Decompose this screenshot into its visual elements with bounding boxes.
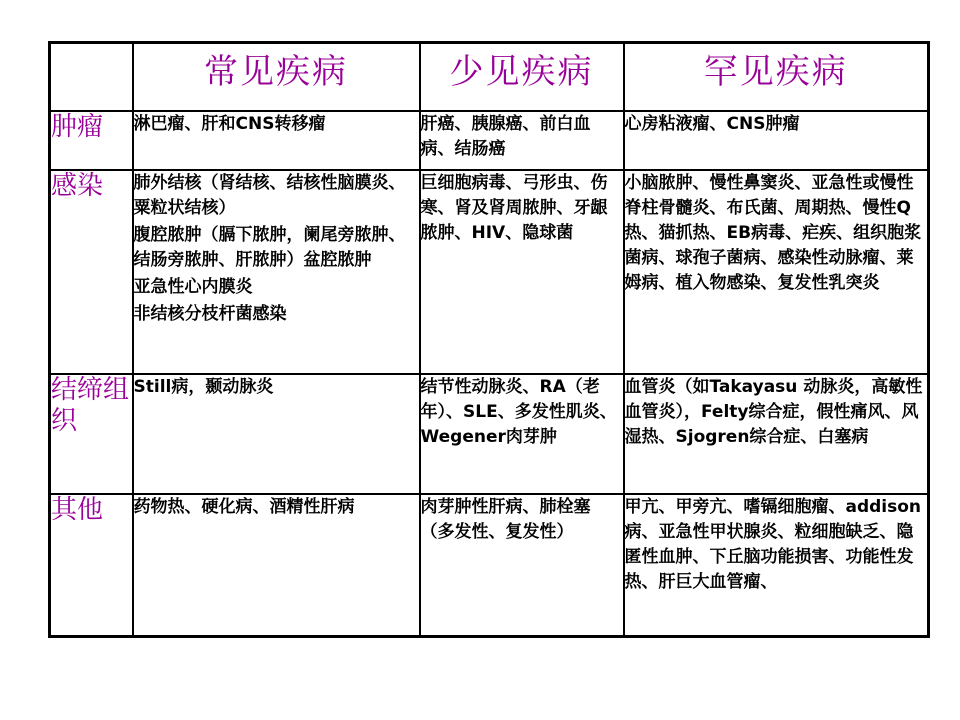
header-rare: 罕见疾病 xyxy=(624,43,929,112)
disease-table xyxy=(48,41,930,638)
row-label-tumor: 肿瘤 xyxy=(50,111,133,170)
table-row xyxy=(50,170,929,374)
cell-uncommon xyxy=(420,170,624,374)
header-row xyxy=(50,43,929,112)
cell-text: 结节性动脉炎、RA（老年）、SLE、多发性肌炎、Wegener肉芽肿 xyxy=(420,377,617,447)
cell-common xyxy=(133,170,420,374)
table-row xyxy=(50,111,929,170)
cell-text: 亚急性心内膜炎 xyxy=(133,277,253,297)
cell-text: 巨细胞病毒、弓形虫、伤寒、肾及肾周脓肿、牙龈脓肿、HIV、隐球菌 xyxy=(420,173,608,243)
cell-uncommon xyxy=(420,111,624,170)
cell-common xyxy=(133,374,420,494)
cell-text: 淋巴瘤、肝和CNS转移瘤 xyxy=(133,114,326,134)
table-row xyxy=(50,494,929,637)
cell-text: 腹腔脓肿（膈下脓肿，阑尾旁脓肿、结肠旁脓肿、肝脓肿）盆腔脓肿 xyxy=(133,225,406,270)
row-label-connective-tissue: 结缔组织 xyxy=(50,374,133,494)
cell-text: 肉芽肿性肝病、肺栓塞（多发性、复发性） xyxy=(420,497,591,542)
table-row xyxy=(50,374,929,494)
cell-text: 药物热、硬化病、酒精性肝病 xyxy=(133,497,355,517)
cell-text: 小脑脓肿、慢性鼻窦炎、亚急性或慢性脊柱骨髓炎、布氏菌、周期热、慢性Q热、猫抓热、EB病毒、疟疾、组织胞浆菌病、球孢子菌病、感染性动脉瘤、莱姆病、植入物感染、复发性乳突炎 xyxy=(624,173,922,293)
cell-common xyxy=(133,494,420,637)
cell-common xyxy=(133,111,420,170)
cell-text: Still病，颞动脉炎 xyxy=(133,377,274,397)
cell-uncommon xyxy=(420,374,624,494)
row-label-infection: 感染 xyxy=(50,170,133,374)
row-label-other: 其他 xyxy=(50,494,133,637)
cell-text: 心房粘液瘤、CNS肿瘤 xyxy=(624,114,800,134)
header-common: 常见疾病 xyxy=(133,43,420,112)
header-uncommon: 少见疾病 xyxy=(420,43,624,112)
cell-text: 非结核分枝杆菌感染 xyxy=(133,304,287,324)
cell-rare xyxy=(624,494,929,637)
cell-text: 肺外结核（肾结核、结核性脑膜炎、粟粒状结核） xyxy=(133,173,406,218)
corner-header-cell xyxy=(50,43,133,112)
cell-rare xyxy=(624,170,929,374)
cell-text: 血管炎（如Takayasu 动脉炎，高敏性血管炎），Felty综合症，假性痛风、风湿热、Sjogren综合症、白塞病 xyxy=(624,377,923,447)
cell-text: 肝癌、胰腺癌、前白血病、结肠癌 xyxy=(420,114,591,159)
cell-rare xyxy=(624,374,929,494)
cell-text: 甲亢、甲旁亢、嗜镉细胞瘤、addison病、亚急性甲状腺炎、粒细胞缺乏、隐匿性血肿、下丘脑功能损害、功能性发热、肝巨大血管瘤、 xyxy=(624,497,922,592)
cell-uncommon xyxy=(420,494,624,637)
cell-rare xyxy=(624,111,929,170)
